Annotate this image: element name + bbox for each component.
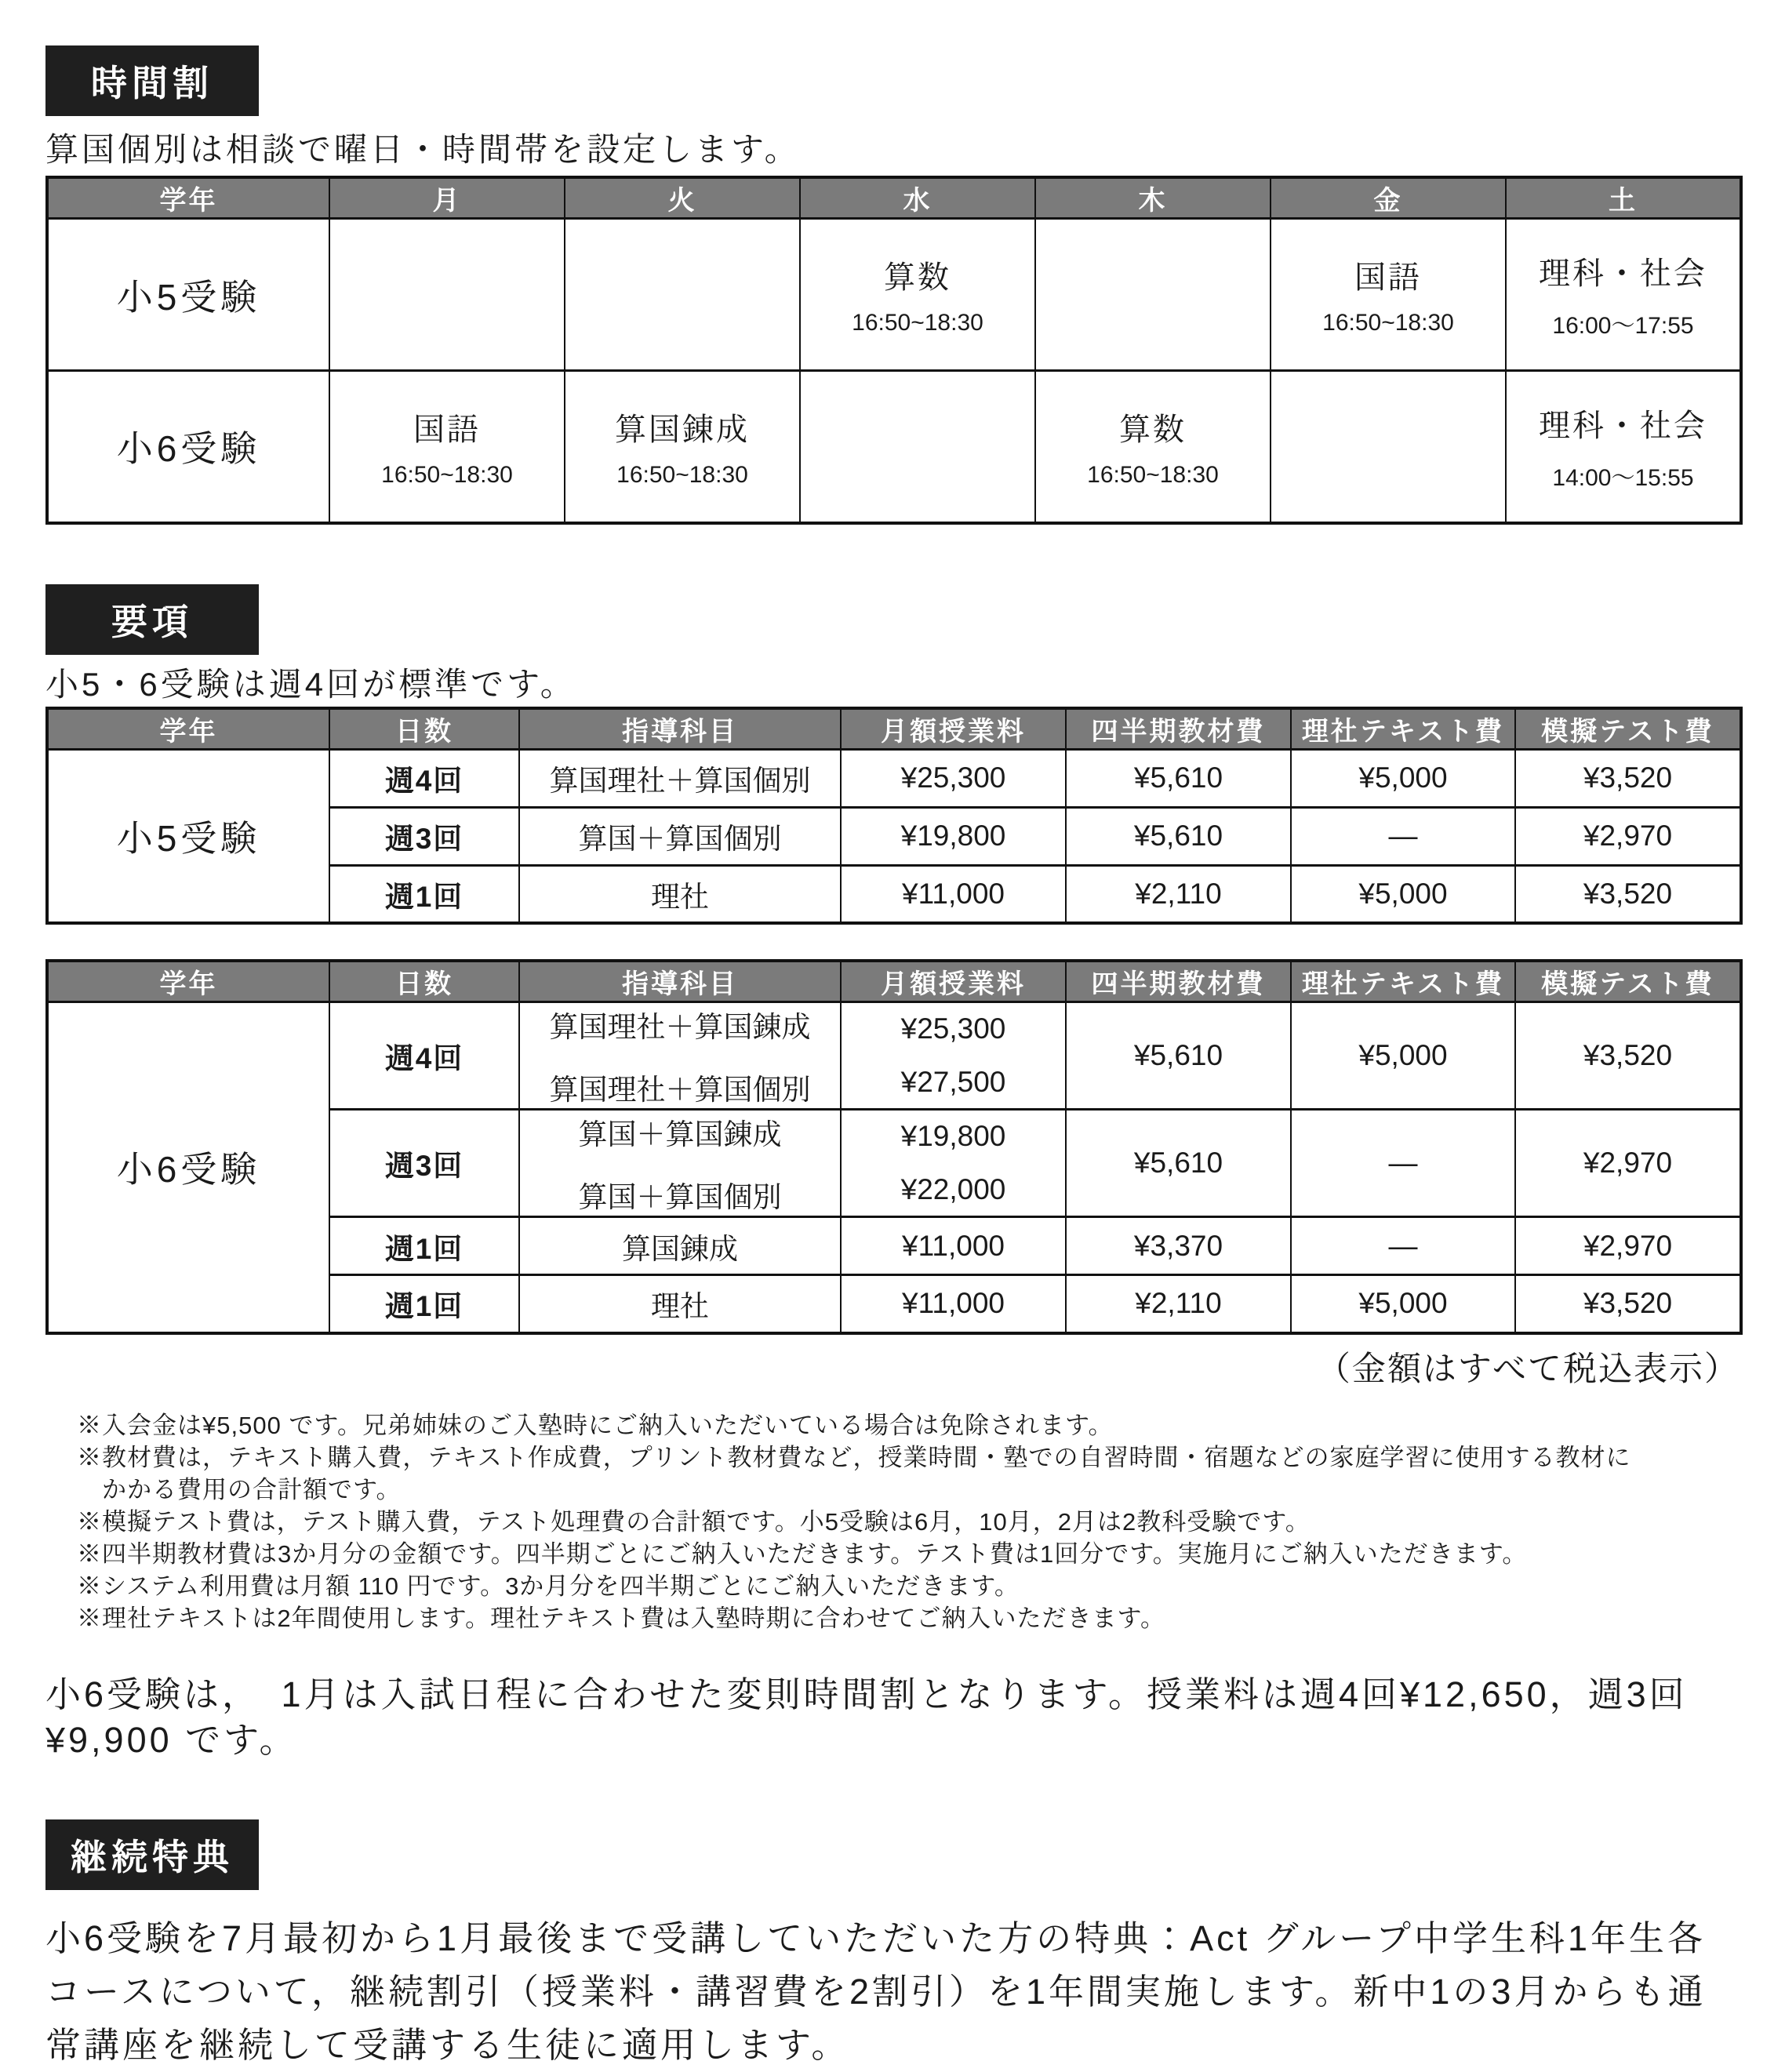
tuition-cell: ¥11,000 [841,1275,1066,1333]
days-cell: 週4回 [329,1002,519,1110]
materials-fee-cell: ¥2,110 [1066,1275,1291,1333]
header-monthly-tuition: 月額授業料 [841,708,1066,750]
header-subjects: 指導科目 [519,708,841,750]
note-line: ※教材費は，テキスト購入費，テキスト作成費，プリント教材費など，授業時間・塾での自習時間・宿題などの家庭学習に使用する教材に [77,1443,1631,1471]
note-line: ※システム利用費は月額 110 円です。3か月分を四半期ごとにご納入いただきます。 [77,1572,1020,1600]
subjects-cell: 理社 [519,865,841,923]
materials-fee-cell: ¥5,610 [1066,807,1291,865]
fee-table-grade5 [45,707,1743,925]
section-badge-timetable: 時間割 [45,45,259,116]
header-saturday: 土 [1506,177,1741,219]
header-mock-test-fee: 模擬テスト費 [1515,961,1741,1002]
header-quarterly-materials: 四半期教材費 [1066,961,1291,1002]
subject-label: 理科・社会 [1539,408,1707,443]
subject-label: 算数 [884,260,951,295]
materials-fee-cell: ¥2,110 [1066,865,1291,923]
subjects-cell [519,1110,841,1217]
header-friday: 金 [1271,177,1506,219]
header-thursday: 木 [1035,177,1271,219]
grade-cell: 小6受験 [47,1002,329,1333]
header-days: 日数 [329,708,519,750]
continuation-benefit-text: 小6受験を7月最初から1月最後まで受講していただいた方の特典：Act グループ中学生科1年生各コースについて，継続割引（授業料・講習費を2割引）を1年間実施します。新中1の3月からも通常講座を継続して受講する生徒に適用します。 [45,1918,1707,2065]
header-wednesday: 水 [800,177,1035,219]
days-cell: 週1回 [329,1217,519,1275]
tuition-cell [841,1110,1066,1217]
note-line: ※四半期教材費は3か月分の金額です。四半期ごとにご納入いただきます。テスト費は1回分です。実施月にご納入いただきます。 [77,1539,1528,1568]
tuition-cell: ¥11,000 [841,865,1066,923]
fee-table-grade6 [45,959,1743,1335]
materials-fee-cell: ¥3,370 [1066,1217,1291,1275]
subject-label: 算数 [1119,412,1187,447]
header-grade: 学年 [47,961,329,1002]
schedule-cell [565,371,800,523]
time-label: 16:50~18:30 [1087,461,1219,488]
mock-test-fee-cell: ¥3,520 [1515,1002,1741,1110]
subjects-line: 算国＋算国個別 [578,1181,782,1213]
note-line: ※入会金は¥5,500 です。兄弟姉妹のご入塾時にご納入いただいている場合は免除されます。 [77,1411,1114,1439]
tuition-cell: ¥19,800 [841,807,1066,865]
science-text-fee-cell: ¥5,000 [1291,1275,1515,1333]
section-badge-continuation: 継続特典 [45,1819,259,1890]
schedule-cell [1506,371,1741,523]
mock-test-fee-cell: ¥2,970 [1515,807,1741,865]
schedule-cell [1035,219,1271,371]
materials-fee-cell: ¥5,610 [1066,1110,1291,1217]
tuition-line: ¥27,500 [900,1066,1006,1098]
fee-header-row [47,708,1741,750]
note-line: ※理社テキストは2年間使用します。理社テキスト費は入塾時期に合わせてご納入いただきます。 [77,1604,1166,1632]
mock-test-fee-cell: ¥3,520 [1515,749,1741,807]
grade-cell: 小5受験 [47,219,329,371]
days-cell: 週3回 [329,807,519,865]
schedule-cell [565,219,800,371]
tuition-cell: ¥11,000 [841,1217,1066,1275]
header-mock-test-fee: 模擬テスト費 [1515,708,1741,750]
header-quarterly-materials: 四半期教材費 [1066,708,1291,750]
tuition-cell: ¥25,300 [841,749,1066,807]
fee-row [47,1002,1741,1110]
subjects-line: 算国＋算国錬成 [578,1118,782,1151]
mock-test-fee-cell: ¥2,970 [1515,1217,1741,1275]
subject-label: 国語 [1354,260,1422,295]
mock-test-fee-cell: ¥3,520 [1515,1275,1741,1333]
tuition-line: ¥25,300 [900,1012,1006,1045]
schedule-cell [329,371,565,523]
header-days: 日数 [329,961,519,1002]
tuition-cell [841,1002,1066,1110]
header-science-text-fee: 理社テキスト費 [1291,708,1515,750]
notes-list [45,1409,1740,1634]
header-monday: 月 [329,177,565,219]
time-label: 14:00〜15:55 [1552,464,1694,491]
grade-cell: 小5受験 [47,749,329,923]
tuition-line: ¥22,000 [900,1173,1006,1205]
subjects-cell [519,1002,841,1110]
tax-included-note: （金額はすべて税込表示） [1316,1350,1740,1388]
timetable-row-grade5 [47,219,1741,371]
header-science-text-fee: 理社テキスト費 [1291,961,1515,1002]
outline-caption: 小5・6受験は週4回が標準です。 [45,665,576,703]
science-text-fee-cell: ¥5,000 [1291,865,1515,923]
schedule-cell [800,219,1035,371]
time-label: 16:50~18:30 [852,310,983,336]
note-line: かかる費用の合計額です。 [77,1475,402,1503]
time-label: 16:50~18:30 [1322,310,1454,336]
days-cell: 週1回 [329,865,519,923]
grade-cell: 小6受験 [47,371,329,523]
subjects-cell: 算国＋算国個別 [519,807,841,865]
time-label: 16:50~18:30 [381,461,513,488]
subject-label: 国語 [413,412,481,447]
mock-test-fee-cell: ¥3,520 [1515,865,1741,923]
section-badge-outline: 要項 [45,584,259,655]
schedule-cell [1506,219,1741,371]
science-text-fee-cell: — [1291,1217,1515,1275]
fee-header-row [47,961,1741,1002]
header-monthly-tuition: 月額授業料 [841,961,1066,1002]
subjects-line: 算国理社＋算国個別 [549,1074,811,1106]
subject-label: 理科・社会 [1539,256,1707,291]
science-text-fee-cell: — [1291,1110,1515,1217]
timetable-table [45,176,1743,525]
timetable-header-row [47,177,1741,219]
days-cell: 週1回 [329,1275,519,1333]
subjects-cell: 算国錬成 [519,1217,841,1275]
header-subjects: 指導科目 [519,961,841,1002]
header-grade: 学年 [47,177,329,219]
timetable-row-grade6 [47,371,1741,523]
irregular-schedule-note: 小6受験は， 1月は入試日程に合わせた変則時間割となります。授業料は週4回¥12,650，週3回¥9,900 です。 [45,1674,1688,1760]
time-label: 16:00〜17:55 [1552,313,1694,339]
days-cell: 週3回 [329,1110,519,1217]
materials-fee-cell: ¥5,610 [1066,749,1291,807]
science-text-fee-cell: ¥5,000 [1291,749,1515,807]
science-text-fee-cell: — [1291,807,1515,865]
header-tuesday: 火 [565,177,800,219]
schedule-cell [1271,371,1506,523]
schedule-cell [329,219,565,371]
schedule-cell [800,371,1035,523]
note-line: ※模擬テスト費は，テスト購入費，テスト処理費の合計額です。小5受験は6月，10月，2月は2教科受験です。 [77,1507,1311,1536]
tuition-line: ¥19,800 [900,1120,1006,1152]
subjects-line: 算国理社＋算国錬成 [549,1011,811,1043]
days-cell: 週4回 [329,749,519,807]
subject-label: 算国錬成 [615,412,750,447]
schedule-cell [1035,371,1271,523]
header-grade: 学年 [47,708,329,750]
time-label: 16:50~18:30 [616,461,748,488]
materials-fee-cell: ¥5,610 [1066,1002,1291,1110]
mock-test-fee-cell: ¥2,970 [1515,1110,1741,1217]
science-text-fee-cell: ¥5,000 [1291,1002,1515,1110]
subjects-cell: 算国理社＋算国個別 [519,749,841,807]
timetable-caption: 算国個別は相談で曜日・時間帯を設定します。 [45,131,801,168]
subjects-cell: 理社 [519,1275,841,1333]
schedule-cell [1271,219,1506,371]
fee-row [47,749,1741,807]
